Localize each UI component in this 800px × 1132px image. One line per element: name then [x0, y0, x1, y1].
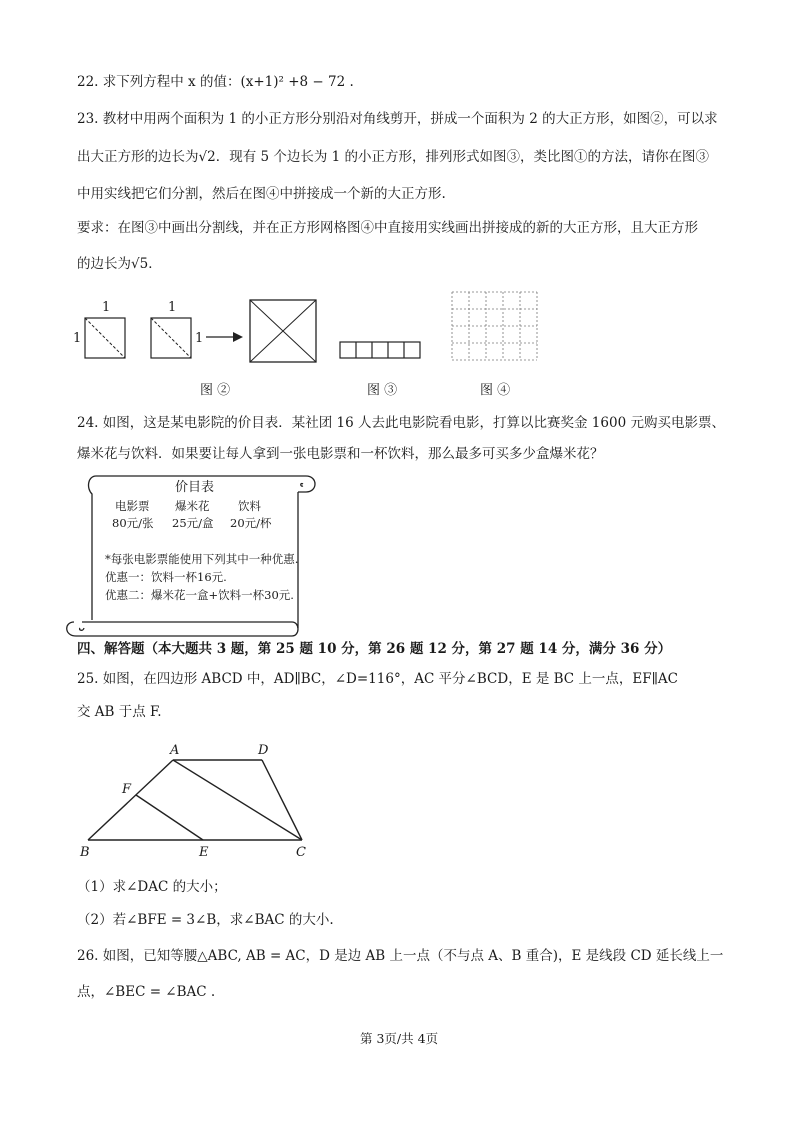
label-C: C: [296, 845, 306, 860]
fig2-top-label-1: 1: [102, 300, 111, 315]
label-F: F: [122, 782, 132, 797]
q23-line1: 23. 教材中用两个面积为 1 的小正方形分别沿对角线剪开，拼成一个面积为 2 的大正方形，如图②，可以求: [77, 111, 718, 127]
q26-line1: 26. 如图，已知等腰△ABC, AB = AC，D 是边 AB 上一点（不与点 A、B 重合)，E 是线段 CD 延长线上一: [77, 948, 724, 964]
fig2-top-label-2: 1: [168, 300, 177, 315]
fig4-caption: 图 ④: [480, 383, 511, 398]
price-offer1: 优惠一：饮料一杯16元.: [105, 570, 227, 584]
price-title: 价目表: [175, 480, 215, 495]
price-item-name-1: 爆米花: [175, 499, 210, 513]
fig2-side-label-2: 1: [195, 331, 204, 346]
label-B: B: [80, 845, 90, 860]
label-E: E: [199, 845, 209, 860]
price-item-name-0: 电影票: [115, 499, 150, 513]
price-item-value-0: 80元/张: [112, 516, 154, 530]
q25-line1: 25. 如图，在四边形 ABCD 中，AD∥BC，∠D=116°，AC 平分∠BCD，E 是 BC 上一点，EF∥AC: [77, 671, 678, 687]
q22-text: 22. 求下列方程中 x 的值：(x+1)² +8 − 72 .: [77, 74, 354, 90]
q25-sub1: （1）求∠DAC 的大小；: [77, 879, 227, 895]
price-offer2: 优惠二：爆米花一盒+饮料一杯30元.: [105, 588, 294, 602]
q24-line1: 24. 如图，这是某电影院的价目表．某社团 16 人去此电影院看电影，打算以比赛奖金 1600 元购买电影票、: [77, 415, 725, 431]
q23-line4: 要求：在图③中画出分割线，并在正方形网格图④中直接用实线画出拼接成的新的大正方形，且大正方形: [77, 220, 698, 236]
section4-heading: 四、解答题（本大题共 3 题，第 25 题 10 分，第 26 题 12 分，第 27 题 14 分，满分 36 分）: [77, 641, 672, 657]
fig2-side-label-1: 1: [73, 331, 82, 346]
q25-sub2: （2）若∠BFE = 3∠B，求∠BAC 的大小.: [77, 912, 334, 928]
q26-line2: 点，∠BEC = ∠BAC .: [77, 984, 216, 1000]
q24-line2: 爆米花与饮料．如果要让每人拿到一张电影票和一杯饮料，那么最多可买多少盒爆米花？: [77, 446, 604, 462]
price-item-value-2: 20元/杯: [230, 516, 272, 530]
q25-line2: 交 AB 于点 F.: [77, 704, 162, 720]
q23-line5: 的边长为√5．: [77, 256, 162, 272]
price-item-value-1: 25元/盒: [172, 516, 214, 530]
label-D: D: [258, 743, 269, 758]
fig2-caption: 图 ②: [200, 383, 231, 398]
q23-line2: 出大正方形的边长为√2．现有 5 个边长为 1 的小正方形，排列形式如图③，类比图①的方法，请你在图③: [77, 149, 710, 165]
q23-line3: 中用实线把它们分割，然后在图④中拼接成一个新的大正方形.: [77, 186, 446, 202]
trapezoid-abcd: [88, 760, 302, 840]
page-number: 第 3页/共 4页: [360, 1031, 439, 1046]
price-note: *每张电影票能使用下列其中一种优惠.: [105, 552, 299, 566]
price-item-name-2: 饮料: [238, 499, 261, 513]
label-A: A: [170, 743, 180, 758]
fig3-caption: 图 ③: [367, 383, 398, 398]
